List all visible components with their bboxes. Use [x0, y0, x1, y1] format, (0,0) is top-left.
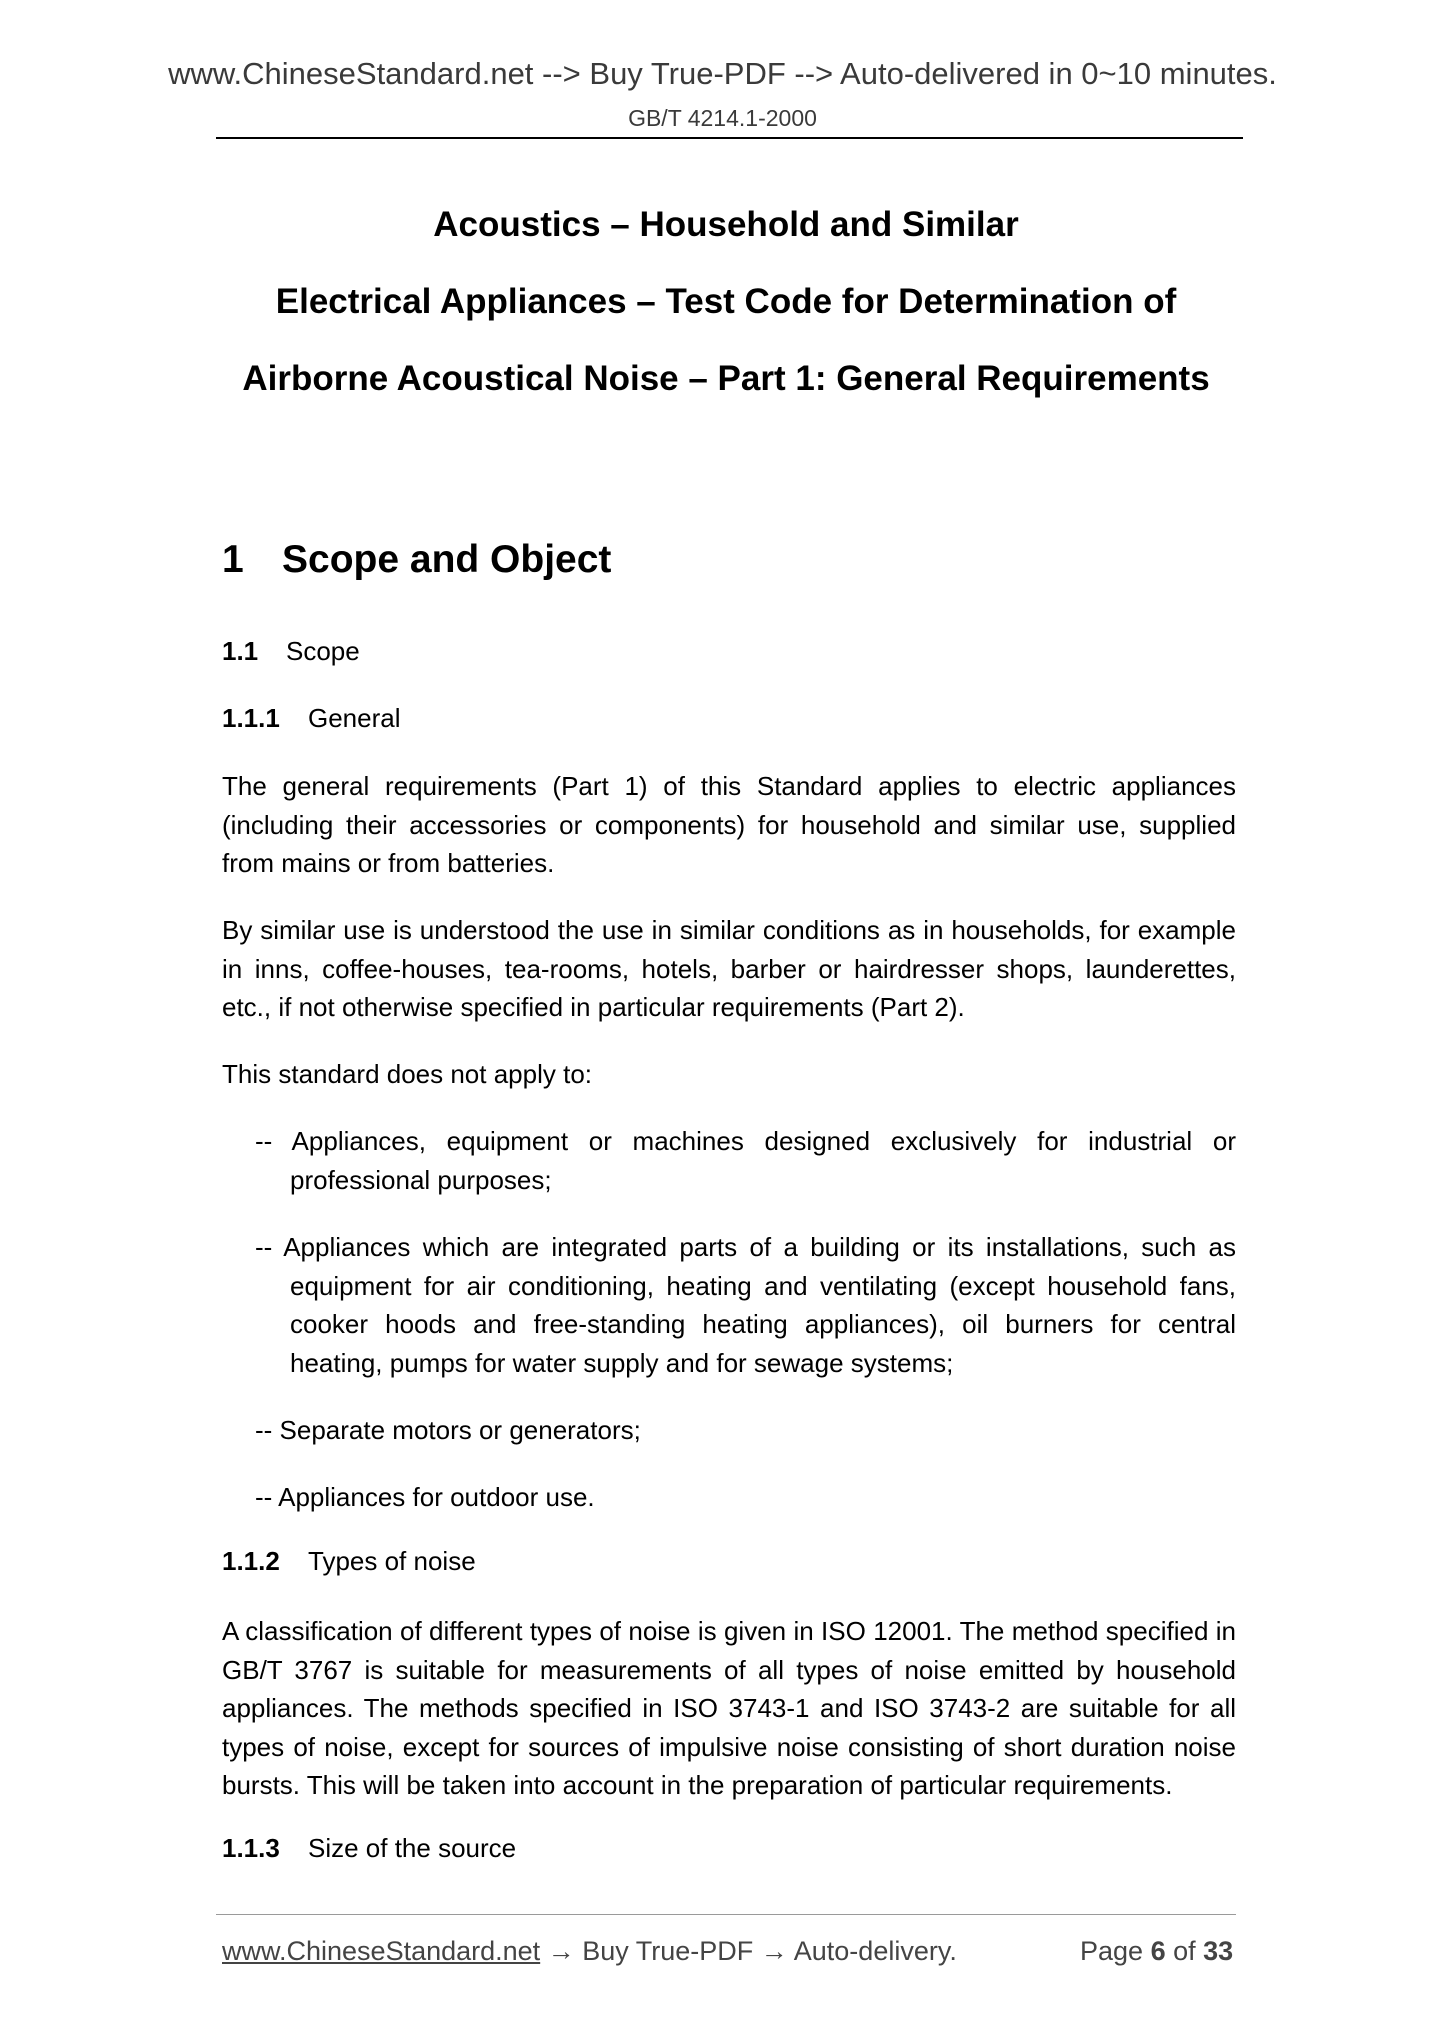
section-title: General [308, 703, 401, 733]
footer-links [222, 1934, 957, 1968]
page-label: Page [1080, 1936, 1151, 1966]
document-code: GB/T 4214.1-2000 [628, 105, 817, 131]
title-line-3: Airborne Acoustical Noise – Part 1: General Requirements [242, 359, 1210, 398]
section-title: Types of noise [308, 1546, 476, 1576]
section-title: Scope [286, 636, 360, 666]
heading-section-1-1-2 [222, 1545, 476, 1577]
section-number: 1.1.1 [222, 703, 280, 733]
page-current: 6 [1150, 1936, 1166, 1966]
section-number: 1.1 [222, 636, 259, 666]
exclusion-item-motors: -- Separate motors or generators; [255, 1415, 641, 1445]
title-line-1: Acoustics – Household and Similar [433, 205, 1019, 244]
title-line-2: Electrical Appliances – Test Code for Determination of [275, 282, 1177, 321]
exclusion-item-building: -- Appliances which are integrated parts of a building or its installations, such as equipment for air conditioning, heating and ventilating (except household fans, cooker hoods and free-standing heating appliances), oil burners for central heating, pumps for water supply and for sewage systems; [255, 1232, 1236, 1378]
arrow-icon: → [540, 1936, 583, 1966]
paragraph-types-of-noise: A classification of different types of noise is given in ISO 12001. The method specified in GB/T 3767 is suitable for measurements of all types of noise emitted by household appliances. The methods specified in ISO 3743-1 and ISO 3743-2 are suitable for all types of noise, except for sources of impulsive noise consisting of short duration noise bursts. This will be taken into account in the preparation of particular requirements. [222, 1616, 1236, 1800]
section-number: 1 [222, 538, 244, 581]
exclusion-item-outdoor: -- Appliances for outdoor use. [255, 1482, 595, 1512]
footer-delivery-text: Auto-delivery. [793, 1936, 957, 1966]
heading-section-1-1 [222, 635, 360, 667]
paragraph-general-scope: The general requirements (Part 1) of this Standard applies to electric appliances (including their accessories or components) for household and similar use, supplied from mains or from batteries. [222, 771, 1236, 878]
section-number: 1.1.2 [222, 1546, 280, 1576]
heading-section-1 [222, 536, 611, 584]
footer-buy-text: Buy True-PDF [582, 1936, 754, 1966]
paragraph-exclusions-intro: This standard does not apply to: [222, 1059, 593, 1089]
section-title: Size of the source [308, 1833, 517, 1863]
top-banner: www.ChineseStandard.net --> Buy True-PDF --> Auto-delivered in 0~10 minutes. [168, 56, 1277, 91]
page-total: 33 [1203, 1936, 1234, 1966]
header-rule [216, 137, 1243, 139]
section-title: Scope and Object [282, 538, 612, 581]
heading-section-1-1-3 [222, 1832, 516, 1864]
document-title [216, 186, 1236, 417]
page-of: of [1165, 1936, 1204, 1966]
footer-site-link[interactable]: www.ChineseStandard.net [222, 1936, 541, 1966]
arrow-icon: → [753, 1936, 794, 1966]
exclusion-item-industrial: -- Appliances, equipment or machines designed exclusively for industrial or professional purposes; [255, 1126, 1236, 1195]
heading-section-1-1-1 [222, 702, 401, 734]
section-number: 1.1.3 [222, 1833, 280, 1863]
page-number [1080, 1934, 1233, 1968]
paragraph-similar-use: By similar use is understood the use in similar conditions as in households, for example in inns, coffee-houses, tea-rooms, hotels, barber or hairdresser shops, launderettes, etc., if not otherwise specified in particular requirements (Part 2). [222, 915, 1236, 1022]
footer-rule [216, 1914, 1236, 1915]
